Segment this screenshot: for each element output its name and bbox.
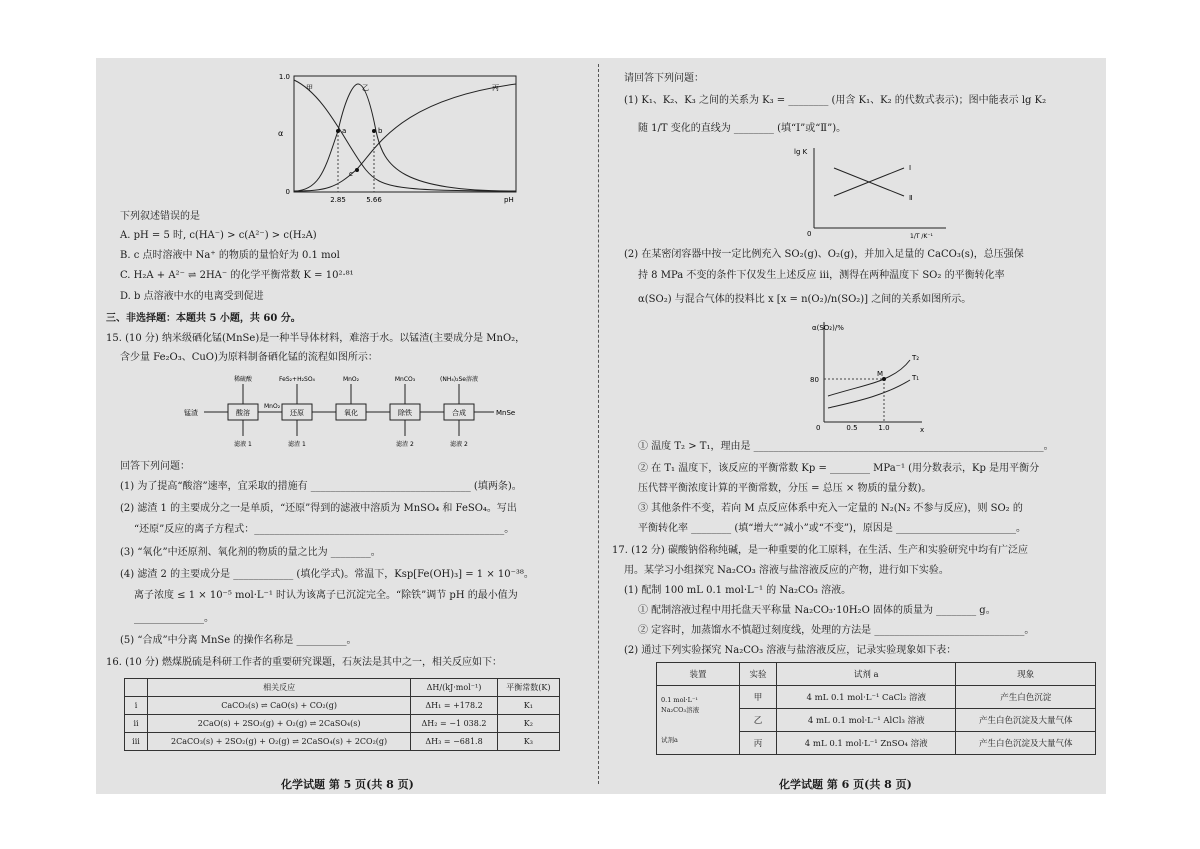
- q17-line-c: (1) 配制 100 mL 0.1 mol·L⁻¹ 的 Na₂CO₃ 溶液。: [624, 585, 852, 596]
- flow-reagent-1: 稀硫酸: [233, 376, 253, 383]
- table-cell: 产生白色沉淀及大量气体: [956, 732, 1096, 755]
- y-axis-label: lg K: [794, 148, 808, 156]
- q16-reaction-table: [124, 678, 560, 751]
- table-header: 平衡常数(K): [497, 679, 559, 697]
- x-axis-label: 1/T /K⁻¹: [910, 233, 933, 240]
- line-ii-label: Ⅱ: [909, 194, 913, 202]
- alpha-so2-graph: [804, 316, 934, 434]
- curve-yi-label: 乙: [362, 84, 369, 92]
- flow-waste-3: 滤渣 2: [396, 441, 414, 448]
- q15-part-4a: (4) 滤渣 2 的主要成分是 ____________ (填化学式)。常温下，Ksp[Fe(OH)₃] = 1 × 10⁻³⁸。: [120, 569, 534, 580]
- q16-c3b: 平衡转化率 ________ (填“增大”“减小”或“不变”)，原因是 ________________________。: [638, 523, 1027, 534]
- page-5: [96, 58, 596, 794]
- q17-line-a: 17. (12 分) 碳酸钠俗称纯碱，是一种重要的化工原料，在生活、生产和实验研究中均有广泛应: [612, 545, 1028, 556]
- section-3-heading: 三、非选择题：本题共 5 小题，共 60 分。: [106, 313, 301, 324]
- curve-bing-label: 丙: [492, 84, 499, 92]
- flow-reagent-5: (NH₄)₂Se溶液: [440, 376, 478, 383]
- q16-part-2a: (2) 在某密闭容器中按一定比例充入 SO₂(g)、O₂(g)，并加入足量的 CaCO₃(s)，总压强保: [624, 249, 1024, 260]
- table-cell: CaCO₃(s) ⇌ CaO(s) + CO₂(g): [148, 697, 411, 715]
- flow-reagent-4: MnCO₃: [394, 376, 416, 383]
- table-cell: 2CaCO₃(s) + 2SO₂(g) + O₂(g) ⇌ 2CaSO₄(s) + 2CO₂(g): [148, 733, 411, 751]
- flow-step-4: 除铁: [398, 409, 412, 417]
- table-row: [125, 715, 560, 733]
- q15-part-2b: “还原”反应的离子方程式：__________________________________________________。: [134, 524, 515, 535]
- apparatus-label-2: Na₂CO₃溶液: [661, 706, 700, 714]
- line-i-label: Ⅰ: [909, 164, 912, 172]
- table-cell: ΔH₁ = +178.2: [411, 697, 498, 715]
- flow-end: MnSe: [496, 409, 516, 417]
- mnse-flowchart: [176, 372, 526, 454]
- flow-reagent-2: FeS₂+H₂SO₄: [279, 376, 315, 383]
- q16-part-1b: 随 1/T 变化的直线为 ________ (填“Ⅰ”或“Ⅱ”)。: [638, 123, 847, 134]
- curve-jia-label: 甲: [306, 84, 313, 92]
- point-m-label: M: [877, 370, 884, 378]
- curve-yi: [294, 84, 516, 191]
- table-header: ΔH/(kJ·mol⁻¹): [411, 679, 498, 697]
- table-cell: ΔH₃ = −681.8: [411, 733, 498, 751]
- table-cell: 4 mL 0.1 mol·L⁻¹ AlCl₃ 溶液: [777, 709, 956, 732]
- origin-label: 0: [816, 424, 821, 432]
- x-tick-5.66: 5.66: [366, 196, 382, 204]
- flow-waste-1: 滤液 1: [234, 441, 252, 448]
- q15-part-4c: ______________。: [134, 613, 214, 624]
- point-b-label: b: [378, 127, 383, 135]
- table-header: 试剂 a: [777, 663, 956, 686]
- table-cell: iii: [125, 733, 148, 751]
- q17-line-f: (2) 通过下列实验探究 Na₂CO₃ 溶液与盐溶液反应，记录实验现象如下表：: [624, 645, 957, 656]
- table-header-row: [657, 663, 1096, 686]
- table-cell: 产生白色沉淀: [956, 686, 1096, 709]
- apparatus-label-1: 0.1 mol·L⁻¹: [661, 696, 698, 704]
- y-max-label: 1.0: [278, 73, 290, 81]
- page-5-footer: 化学试题 第 5 页(共 8 页): [281, 778, 414, 791]
- q16-c3a: ③ 其他条件不变，若向 M 点反应体系中充入一定量的 N₂(N₂ 不参与反应)，则 SO₂ 的: [638, 503, 1023, 514]
- q16-c2b: 压代替平衡浓度计算的平衡常数，分压 = 总压 × 物质的量分数)。: [638, 483, 932, 494]
- point-b: [372, 129, 376, 133]
- q14-option-c: C. H₂A + A²⁻ ⇌ 2HA⁻ 的化学平衡常数 K = 10²·⁸¹: [120, 270, 354, 281]
- q15-part-4b: 离子浓度 ≤ 1 × 10⁻⁵ mol·L⁻¹ 时认为该离子已沉淀完全。“除铁”调节 pH 的最小值为: [134, 590, 518, 601]
- q15-part-3: (3) “氧化”中还原剂、氧化剂的物质的量之比为 ________。: [120, 547, 381, 558]
- curve-t2: [828, 360, 910, 396]
- point-c-label: c: [349, 170, 353, 178]
- table-cell: K₂: [497, 715, 559, 733]
- page-6-footer: 化学试题 第 6 页(共 8 页): [779, 778, 912, 791]
- flow-reagent-3: MnO₂: [342, 376, 360, 383]
- flow-step-5: 合成: [452, 409, 466, 417]
- table-row: [125, 697, 560, 715]
- q16-line: 16. (10 分) 燃煤脱硫是科研工作者的重要研究课题，石灰法是其中之一，相关反应如下：: [106, 657, 502, 668]
- table-row: [125, 733, 560, 751]
- q14-option-b: B. c 点时溶液中 Na⁺ 的物质的量恰好为 0.1 mol: [120, 250, 340, 261]
- y-min-label: 0: [285, 188, 290, 196]
- q15-part-1: (1) 为了提高“酸溶”速率，宜采取的措施有 ________________________________ (填两条)。: [120, 481, 522, 492]
- q17-line-b: 用。某学习小组探究 Na₂CO₃ 溶液与盐溶液反应的产物，进行如下实验。: [624, 565, 949, 576]
- table-cell: 甲: [740, 686, 777, 709]
- point-a-label: a: [342, 127, 347, 135]
- x-axis-label: x: [920, 426, 925, 434]
- q15-part-5: (5) “合成”中分离 MnSe 的操作名称是 __________。: [120, 635, 357, 646]
- origin-label: 0: [807, 230, 812, 238]
- table-header: [125, 679, 148, 697]
- table-cell: K₃: [497, 733, 559, 751]
- x-tick-1.0: 1.0: [878, 424, 890, 432]
- q15-part-2a: (2) 滤渣 1 的主要成分之一是单质，“还原”得到的滤液中溶质为 MnSO₄ 和 FeSO₄。写出: [120, 503, 517, 514]
- flow-step-2: 还原: [290, 409, 304, 417]
- q16-c1: ① 温度 T₂ > T₁，理由是 __________________________________________________________。: [638, 441, 1054, 452]
- point-c: [355, 168, 359, 172]
- q14-option-d: D. b 点溶液中水的电离受到促进: [120, 291, 264, 302]
- flow-start: 锰渣: [184, 409, 198, 417]
- q14-stem: 下列叙述错误的是: [120, 211, 200, 222]
- q16-part-2b: 持 8 MPa 不变的条件下仅发生上述反应 iii，测得在两种温度下 SO₂ 的平衡转化率: [638, 270, 1005, 281]
- table-header: 实验: [740, 663, 777, 686]
- table-cell: 4 mL 0.1 mol·L⁻¹ CaCl₂ 溶液: [777, 686, 956, 709]
- distribution-graph: [266, 70, 526, 205]
- table-cell: 乙: [740, 709, 777, 732]
- y-axis-label: α(SO₂)/%: [812, 324, 844, 332]
- flow-waste-4: 滤液 2: [450, 441, 468, 448]
- point-a: [336, 129, 340, 133]
- table-cell: ii: [125, 715, 148, 733]
- y-var-label: α: [278, 129, 284, 138]
- q17-line-d: ① 配制溶液过程中用托盘天平称量 Na₂CO₃·10H₂O 固体的质量为 ________ g。: [638, 605, 996, 616]
- table-cell: K₁: [497, 697, 559, 715]
- table-cell: 产生白色沉淀及大量气体: [956, 709, 1096, 732]
- curve-t1-label: T₁: [912, 374, 920, 382]
- y-tick-80: 80: [810, 376, 819, 384]
- table-cell: 2CaO(s) + 2SO₂(g) + O₂(g) ⇌ 2CaSO₄(s): [148, 715, 411, 733]
- q15-line-1: 15. (10 分) 纳米级硒化锰(MnSe)是一种半导体材料，难溶于水。以锰渣(主要成分是 MnO₂，: [106, 333, 526, 344]
- q14-option-a: A. pH = 5 时, c(HA⁻) > c(A²⁻) > c(H₂A): [120, 230, 317, 241]
- x-axis-label: pH: [504, 196, 514, 204]
- q16-part-2c: α(SO₂) 与混合气体的投料比 x [x = n(O₂)/n(SO₂)] 之间的关系如图所示。: [638, 294, 972, 305]
- table-header: 相关反应: [148, 679, 411, 697]
- lgk-graph: [794, 142, 954, 242]
- column-divider: [598, 64, 599, 784]
- exam-sheet: [96, 58, 1106, 794]
- apparatus-cell: [657, 686, 740, 755]
- flow-waste-2: 滤渣 1: [288, 441, 306, 448]
- table-row: [657, 686, 1096, 709]
- q17-line-e: ② 定容时，加蒸馏水不慎超过刻度线，处理的方法是 ______________________________。: [638, 625, 1035, 636]
- curve-t2-label: T₂: [912, 354, 920, 362]
- flow-step-3: 氧化: [344, 409, 358, 417]
- page-6: [604, 58, 1106, 794]
- apparatus-label-3: 试剂a: [661, 736, 678, 744]
- table-cell: ΔH₂ = −1 038.2: [411, 715, 498, 733]
- table-cell: 丙: [740, 732, 777, 755]
- q16-c2a: ② 在 T₁ 温度下，该反应的平衡常数 Kp = ________ MPa⁻¹ (用分数表示，Kp 是用平衡分: [638, 463, 1040, 474]
- table-cell: i: [125, 697, 148, 715]
- flow-step-1: 酸溶: [236, 409, 250, 417]
- q17-experiment-table: [656, 662, 1096, 755]
- table-header: 装置: [657, 663, 740, 686]
- table-header-row: [125, 679, 560, 697]
- q16-part-1a: (1) K₁、K₂、K₃ 之间的关系为 K₃ = ________ (用含 K₁、K₂ 的代数式表示)；图中能表示 lg K₂: [624, 95, 1047, 106]
- x-tick-0.5: 0.5: [846, 424, 858, 432]
- table-header: 现象: [956, 663, 1096, 686]
- x-tick-2.85: 2.85: [330, 196, 346, 204]
- right-head: 请回答下列问题：: [624, 73, 704, 84]
- table-cell: 4 mL 0.1 mol·L⁻¹ ZnSO₄ 溶液: [777, 732, 956, 755]
- q15-line-2: 含少量 Fe₂O₃、CuO)为原料制备硒化锰的流程如图所示：: [120, 352, 378, 363]
- flow-mid-label: MnO₂: [264, 403, 281, 410]
- q15-answer-head: 回答下列问题：: [120, 461, 190, 472]
